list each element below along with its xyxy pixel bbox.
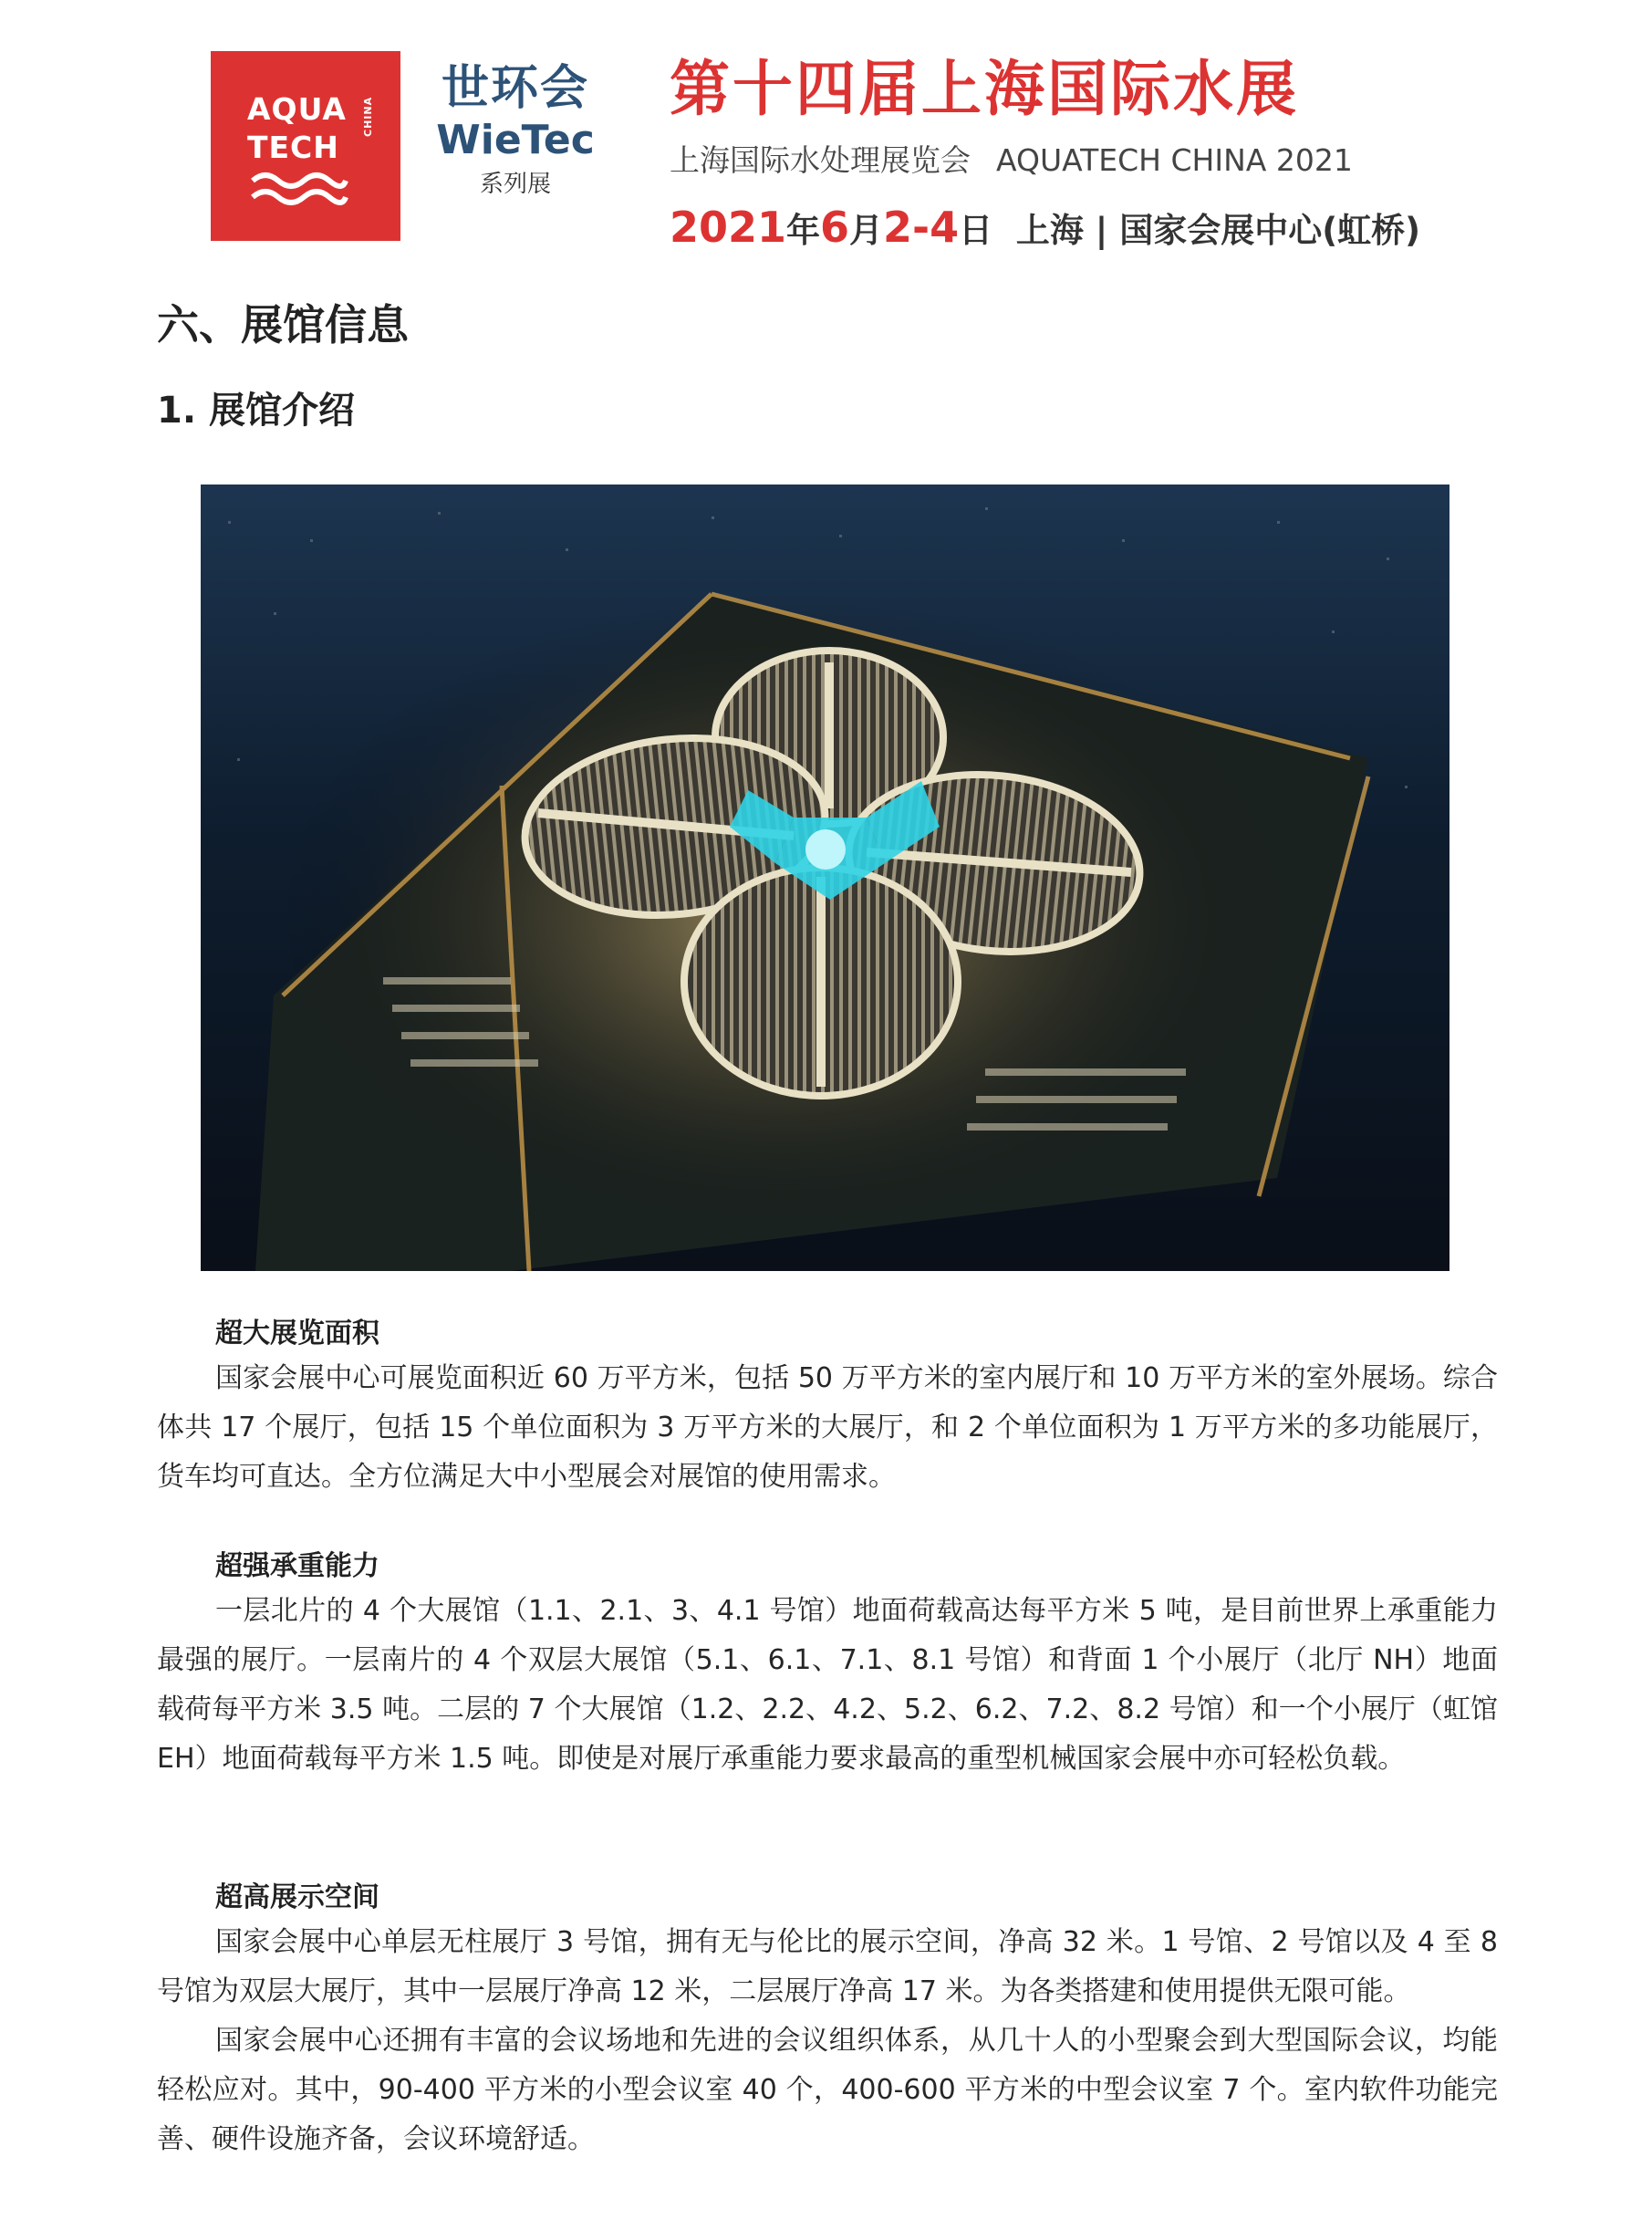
subsection-title: 1. 展馆介绍 bbox=[157, 390, 355, 432]
aquatech-logo-vertical: CHINA bbox=[362, 96, 374, 137]
block-paragraph: 一层北片的 4 个大展馆（1.1、2.1、3、4.1 号馆）地面荷载高达每平方米 5 吨，是目前世界上承重能力最强的展厅。一层南片的 4 个双层大展馆（5.1、6.1、7.1、8.1 号馆）和背面 1 个小展厅（北厅 NH）地面载荷每平方米 3.5 吨。二层的 7 个大展馆（1.2、2.2、4.2、5.2、6.2、7.2、8.2 号馆）和一个小展厅（虹馆 EH）地面荷载每平方米 1.5 吨。即使是对展厅承重能力要求最高的重型机械国家会展中亦可轻松负载。 bbox=[157, 1595, 1498, 1775]
date-month-unit: 月 bbox=[849, 211, 884, 250]
expo-date bbox=[670, 203, 1420, 252]
date-venue: 上海 | 国家会展中心(虹桥) bbox=[1015, 211, 1421, 250]
text-block-load bbox=[157, 1547, 1498, 1784]
block-paragraph: 国家会展中心可展览面积近 60 万平方米，包括 50 万平方米的室内展厅和 10 万平方米的室外展场。综合体共 17 个展厅，包括 15 个单位面积为 3 万平方米的大展厅，和 2 个单位面积为 1 万平方米的多功能展厅，货车均可直达。全方位满足大中小型展会对展馆的使用需求。 bbox=[157, 1362, 1498, 1493]
date-month: 6 bbox=[820, 203, 850, 252]
text-block-space bbox=[157, 1878, 1498, 2164]
date-year: 2021 bbox=[670, 203, 787, 252]
block-heading: 超大展览面积 bbox=[215, 1318, 379, 1349]
expo-subtitle bbox=[670, 137, 1353, 180]
expo-subtitle-en: AQUATECH CHINA 2021 bbox=[996, 142, 1353, 178]
venue-aerial-photo bbox=[201, 485, 1449, 1271]
text-block-area bbox=[157, 1314, 1498, 1502]
block-heading: 超强承重能力 bbox=[215, 1550, 379, 1582]
wietec-logo-series: 系列展 bbox=[479, 171, 551, 198]
date-day-unit: 日 bbox=[959, 211, 993, 250]
section-title: 六、展馆信息 bbox=[157, 300, 409, 349]
waves-icon bbox=[249, 172, 349, 208]
wietec-logo bbox=[429, 60, 602, 224]
expo-subtitle-cn: 上海国际水处理展览会 bbox=[670, 142, 971, 178]
venue-illustration bbox=[201, 485, 1449, 1271]
block-paragraph: 国家会展中心单层无柱展厅 3 号馆，拥有无与伦比的展示空间，净高 32 米。1 号馆、2 号馆以及 4 至 8 号馆为双层大展厅，其中一层展厅净高 12 米，二层展厅净高 17 米。为各类搭建和使用提供无限可能。 bbox=[157, 1926, 1498, 2007]
expo-title: 第十四届上海国际水展 bbox=[670, 54, 1299, 124]
block-heading: 超高展示空间 bbox=[215, 1881, 379, 1913]
aquatech-logo bbox=[211, 51, 400, 241]
aquatech-logo-line1: AQUA bbox=[247, 91, 347, 127]
block-paragraph: 国家会展中心还拥有丰富的会议场地和先进的会议组织体系，从几十人的小型聚会到大型国际会议，均能轻松应对。其中，90-400 平方米的小型会议室 40 个，400-600 平方米的中型会议室 7 个。室内软件功能完善、硬件设施齐备，会议环境舒适。 bbox=[157, 2025, 1498, 2155]
date-year-unit: 年 bbox=[786, 211, 821, 250]
aquatech-logo-line2: TECH bbox=[247, 130, 339, 165]
date-days: 2-4 bbox=[883, 203, 960, 252]
wietec-logo-chinese: 世环会 bbox=[441, 61, 589, 116]
wietec-logo-english: WieTec bbox=[436, 117, 595, 163]
